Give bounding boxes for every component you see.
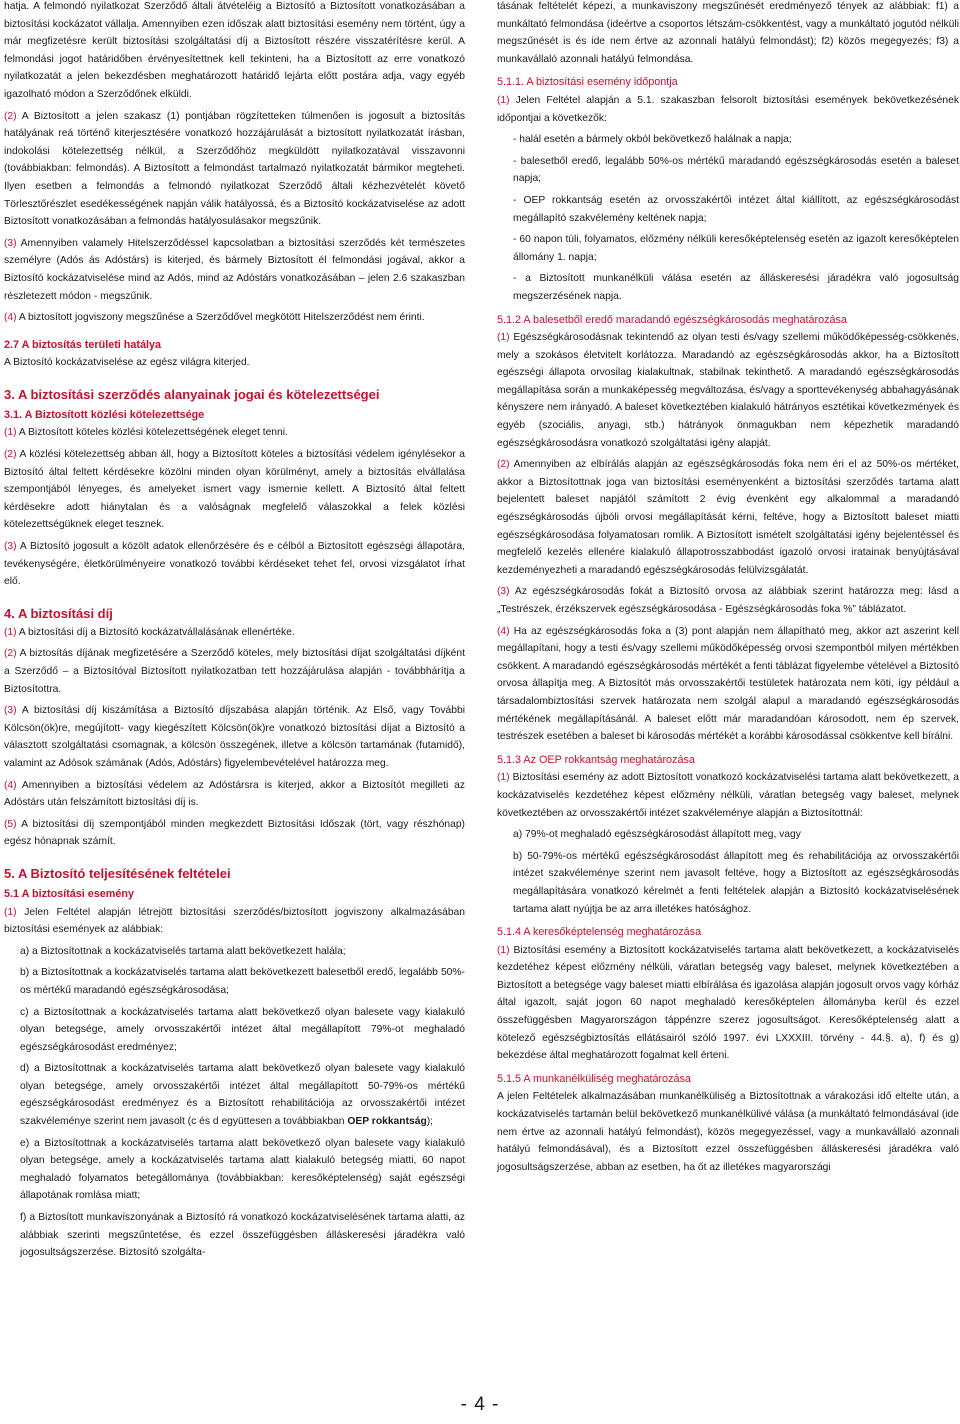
item-number: (2) <box>4 648 17 660</box>
paragraph <box>4 777 465 812</box>
section-heading-3-1: 3.1. A Biztosított közlési kötelezettsége <box>4 408 205 421</box>
paragraph-text: Amennyiben valamely Hitelszerződéssel kapcsolatban a biztosítási szerződés két természetes személyre (Adós ás Adóstárs) is kiterjed, és bármely Biztosított él felmondási jogával, akkor a Biztosító kockázatviselése mind az Adós, mind az Adóstárs vonatkozásában – jelen 2.6 szakaszban részletezett módon - megszűnik. <box>4 237 465 302</box>
paragraph <box>4 309 465 327</box>
paragraph <box>4 645 465 698</box>
paragraph: A Biztosító kockázatviselése az egész világra kiterjed. <box>4 357 250 369</box>
page-number: - 4 - <box>460 1394 500 1415</box>
item-number: (2) <box>4 449 17 461</box>
dash-item: - 60 napon túli, folyamatos, előzmény nélküli keresőképtelenség esetén az igazolt keresőképtelen állomány 1. napja; <box>513 234 959 263</box>
item-number: (4) <box>4 779 17 791</box>
paragraph <box>497 92 959 127</box>
section-heading-5: 5. A Biztosító teljesítésének feltételei <box>4 865 231 881</box>
paragraph-text: A Biztosított köteles közlési kötelezettségének eleget tenni. <box>16 427 288 439</box>
item-number: (3) <box>497 586 510 598</box>
item-number: (3) <box>4 237 17 249</box>
paragraph-text: Amennyiben a biztosítási védelem az Adóstársra is kiterjed, akkor a Biztosítót megilleti az Adóstárs után felszámított biztosítási díj is. <box>4 779 465 809</box>
oep-term: OEP rokkantság <box>347 1116 427 1128</box>
list-item-a: a) a Biztosítottnak a kockázatviselés tartama alatt bekövetkezett halála; <box>20 945 346 957</box>
paragraph <box>4 446 465 534</box>
paragraph <box>4 904 465 939</box>
item-number: (1) <box>497 332 510 344</box>
section-heading-4: 4. A biztosítási díj <box>4 605 113 621</box>
paragraph: A jelen Feltételek alkalmazásában munkanélküliség a Biztosítottnak a várakozási idő eltelte után, a kockázatviselés tartamán belül bekövetkező munkanélkülivé válása (a munkáltató felmondásával (ide nem értve az azonnali hatályú felmondást), közös megegyezéssel, vagy a munkavállaló azonnali hatályú felmondásával), és a Biztosított ezzel összefüggésben álláskeresési járadékra való jogosultságszerzése, abban az esetben, ha őt az illetékes magyarországi <box>497 1091 959 1173</box>
item-number: (3) <box>4 705 17 717</box>
paragraph-text: Biztosítási esemény az adott Biztosított vonatkozó kockázatviselési tartama alatt bekövetkezett, a kockázatviselés kezdetéhez képest előzmény nélküli, váratlan betegség vagy baleset, melynek következtében az orvosszakértői intézet szakvéleménye alapján a Biztosítottnál: <box>497 772 959 819</box>
paragraph: tásának feltételét képezi, a munkaviszony megszűnését eredményező tények az alábbiak: f1) a munkáltató felmondása (ideértve a csoportos létszám-csökkentést, vagy a munkáltató jogutód nélküli megszűnését is és ide nem értve az azonnali hatályú felmondást); f2) közös megegyezés; f3) a munkavállaló azonnali hatályú felmondása. <box>497 1 959 65</box>
dash-item: - a Biztosított munkanélküli válása esetén az álláskeresési járadékra való jogosultság megszerzésének napja. <box>513 273 959 302</box>
list-item-text: ); <box>426 1116 434 1128</box>
paragraph <box>4 235 465 305</box>
right-column <box>497 0 959 1176</box>
paragraph <box>497 623 959 746</box>
paragraph-text: Amennyiben az elbírálás alapján az egészségkárosodás foka nem éri el az 50%-os mértéket, akkor a Biztosítottnak joga van biztosítási eseményenként a biztosítási szerződés tartama alatt bejelentett baleset napjától számított 2 évig évenként egy alkalommal a maradandó egészségkárosodás újbóli orvosi megállapítását kérni, feltéve, hogy a Biztosított baleset miatti egészségkárosodása folyamatosan romlik. A Biztosított ismételt szolgáltatási igény bejelentéssel és megfelelő kezelés ellenére kialakuló állapotrosszabbodást igazoló orvosi iratainak benyújtásával kezdeményezheti a maradandó egészségkárosodás felülvizsgálatát. <box>497 459 959 576</box>
list-item-d <box>4 1060 465 1130</box>
left-column <box>4 0 465 1262</box>
item-number: (1) <box>4 906 17 918</box>
item-number: (1) <box>497 94 510 106</box>
paragraph-text: Az egészségkárosodás fokát a Biztosító orvosa az alábbiak szerint határozza meg: lásd a „Testrészek, érzékszervek egészségkárosodása - Egészségkárosodás foka %” táblázatot. <box>497 586 959 615</box>
paragraph-text: A biztosítási díj szempontjából minden megkezdett Biztosítási Időszak (tört, vagy részhónap) egész hónapnak számít. <box>4 818 465 848</box>
paragraph <box>497 456 959 579</box>
paragraph-text: Jelen Feltétel alapján a 5.1. szakaszban felsorolt biztosítási események bekövetkezésének időpontjai a következők: <box>497 94 959 124</box>
section-heading-2-7: 2.7 A biztosítás területi hatálya <box>4 338 162 351</box>
paragraph-text: A biztosítási díj kiszámítása a Biztosító díjszabása alapján történik. Az Első, vagy További Kölcsön(ök)re, megújított- vagy kiegészített Kölcsön(ök)re vonatkozó biztosítási díjat a Biztosító a választott szolgáltatási csomagnak, a kölcsön összegének, illetve a kölcsön tartamának (futamidő), valamint az Adósok számának (Adós, Adóstárs) figyelembevételével határozza meg. <box>4 705 465 769</box>
paragraph-text: Egészségkárosodásnak tekintendő az olyan testi és/vagy szellemi működőképesség-csökkenés, mely a szokásos életvitelt korlátozza. Maradandó az egészségkárosodás akkor, ha a Biztosított egészségi állapota orvosilag kialakultnak, stabilnak tekinthető. A maradandó egészségkárosodás megállapítása során a munkaképesség megváltozása, és/vagy a sporttevékenység abbahagyásának kényszere nem irányadó. A baleset következtében kialakuló hátrányos esztétikai következmények és egyéb (szociális, anyagi, stb.) hátrányok önmagukban nem képezhetik maradandó egészségkárosodásra vonatkozó szolgáltatási igény alapját. <box>497 332 959 449</box>
paragraph-text: A közlési kötelezettség abban áll, hogy a Biztosított köteles a biztosítási védelem igénylésekor a Biztosító által feltett kérdésekre közölni minden olyan körülményt, amely a biztosítás elvállalása szempontjából lényeges, és amelyeket ismert vagy ismernie kellett. A Biztosító által feltett kérdésekre adott hiánytalan és a valóságnak megfelelő válaszokkal a felek közlési kötelezettségüknek eleget tesznek. <box>4 449 465 531</box>
paragraph-text: Biztosítási esemény a Biztosított kockázatviselés tartama alatt bekövetkezett, a kockázatviselés kezdetéhez képest előzmény nélküli, váratlan betegség vagy baleset, melynek következtében a Biztosított a betegsége vagy baleset miatti elbírálása és igazolása alapján jogosult orvos vagy kórház által igazolt, saját jogon 60 napot meghaladó keresőképtelen állományba kerül és ezzel összefüggésben Magyarországon táppénzre szerez jogosultságot. Keresőképtelenség alatt a kötelező egészségbiztosítás ellátásairól szóló 1997. évi LXXXIII. törvény - 44.§. a), f) és g) bekezdése által meghatározott fogalmat kell érteni. <box>497 944 959 1062</box>
paragraph <box>497 942 959 1065</box>
list-item-a: a) 79%-ot meghaladó egészségkárosodást állapított meg, vagy <box>513 829 801 841</box>
dash-item: - balesetből eredő, legalább 50%-os mértékű maradandó egészségkárosodás esetén a baleset napja; <box>513 155 959 185</box>
paragraph <box>4 702 465 772</box>
list-item-c: c) a Biztosítottnak a kockázatviselés tartama alatt bekövetkező olyan balesete vagy kialakuló olyan betegsége, amely orvosszakértői intézet által megállapított 79%-ot meghaladó egészségkárosodást eredményez; <box>20 1006 465 1053</box>
paragraph <box>4 816 465 851</box>
paragraph-text: A biztosítás díjának megfizetésére a Szerződő köteles, mely biztosítási díjat szolgáltatási díjként a Szerződő – a Biztosítóval Biztosított nyilatkozatban tett hozzájárulása alapján - továbbhárítja a Biztosítottra. <box>4 648 465 695</box>
paragraph <box>4 108 465 231</box>
item-number: (1) <box>4 626 17 638</box>
paragraph <box>497 583 959 618</box>
paragraph <box>4 424 465 442</box>
list-item-b: b) a Biztosítottnak a kockázatviselés tartama alatt bekövetkezett balesetből eredő, legalább 50%-os mértékű maradandó egészségkárosodása; <box>20 967 465 996</box>
dash-item: - halál esetén a bármely okból bekövetkező halálnak a napja; <box>513 134 792 146</box>
paragraph-text: Jelen Feltétel alapján létrejött biztosítási szerződés/biztosított jogviszony alkalmazásában biztosítási események az alábbiak: <box>4 906 465 936</box>
list-item-b: b) 50-79%-os mértékű egészségkárosodást állapított meg és rehabilitációja az orvosszakértői intézet szakvéleménye szerint nem javasolt feltéve, hogy a Biztosított az egészségkárosodás megállapítására vonatkozó kérelmét a fenti feltételek alapján a Biztosító kockázatviselésének tartama alatt nyújtja be az arra illetékes hatósághoz. <box>513 850 959 915</box>
paragraph <box>4 538 465 591</box>
paragraph-text: A Biztosító jogosult a közölt adatok ellenőrzésére és e célból a Biztosított egészségi állapotára, tevékenységére, életkörülményeire vonatkozó további kérdéseket tehet fel, orvosi vizsgálatot írhat elő. <box>4 541 465 588</box>
paragraph <box>497 769 959 822</box>
paragraph-text: A Biztosított a jelen szakasz (1) pontjában rögzítetteken túlmenően is jogosult a biztosítás hatályának reá történő kiterjesztésére vonatkozó hozzájárulását a biztosított nyilatkozatát írásban, indokolási kötelezettség nélkül, a Szerződőhöz megküldött nyilatkozatával visszavonni (továbbiakban: felmondás). A Biztosított a felmondást tartalmazó nyilatkozatát bármikor megteheti. Ilyen esetben a felmondás a felmondó nyilatkozat Szerződő általi kézhezvételét követő Törlesztőrészlet esedékességének napján válik hatályossá, és a Biztosító kockázatviselése az adott Biztosított vonatkozásában a felmondás hatályosulásakor megszűnik. <box>4 110 465 228</box>
section-heading-5-1-4: 5.1.4 A keresőképtelenség meghatározása <box>497 926 702 939</box>
paragraph: hatja. A felmondó nyilatkozat Szerződő általi átvételéig a Biztosító a Biztosított vonatkozásában a biztosítási kockázatot vállalja. Amennyiben ezen időszak alatt biztosítási esemény nem történt, úgy a már megfizetésre került biztosítási szolgáltatási díj a Biztosított részére visszatérítésre kerül. A felmondási jogot határidőben érvényesítettnek kell tekinteni, ha a Biztosított az erre vonatkozó nyilatkozatát a jelen bekezdésben meghatározott határidő lejárta előtt postára adja, vagy egyéb igazolható módon a Szerződőnek elküldi. <box>4 1 465 100</box>
paragraph-text: A biztosított jogviszony megszűnése a Szerződővel megkötött Hitelszerződést nem érinti. <box>16 312 425 324</box>
item-number: (4) <box>4 312 17 324</box>
item-number: (3) <box>4 541 17 553</box>
section-heading-3: 3. A biztosítási szerződés alanyainak jogai és kötelezettségei <box>4 386 380 402</box>
paragraph-text: A biztosítási díj a Biztosító kockázatvállalásának ellenértéke. <box>16 626 295 638</box>
dash-item: - OEP rokkantság esetén az orvosszakértői intézet által kiállított, az egészségkárosodást megállapító szakvélemény keltének napja; <box>513 194 959 224</box>
item-number: (5) <box>4 818 17 830</box>
section-heading-5-1-5: 5.1.5 A munkanélküliség meghatározása <box>497 1072 691 1085</box>
paragraph <box>497 329 959 452</box>
section-heading-5-1-3: 5.1.3 Az OEP rokkantság meghatározása <box>497 753 695 766</box>
list-item-text: d) a Biztosítottnak a kockázatviselés tartama alatt bekövetkező olyan balesete vagy kialakuló olyan betegsége, amely orvosszakértői intézet által megállapított 50-79%-os mértékű egészségkárosodást eredményez és a Biztosított rehabilitációja az orvosszakértői intézet szakvéleménye szerint nem javasolt (c és d együttesen a továbbiakban <box>20 1063 465 1128</box>
paragraph-text: Ha az egészségkárosodás foka a (3) pont alapján nem állapítható meg, akkor azt aszerint kell megállapítani, hogy a testi és/vagy szellemi működőképesség orvosi szempontból milyen mértékben csökkent. A maradandó egészségkárosodás mértékét a fenti táblázat figyelembe vételével a Biztosító orvosa állapítja meg. A Biztosítót más orvosszakértői testületek határozata nem köti, így például a társadalombiztosítási szervek határozata nem szolgál alapul a maradandó egészségkárosodás mértékének megállapításánál. A baleset előtt már maradandóan károsodott, nem ép szervek, testrészek esetében a baleset bi károsodás mértékét a korábbi károsodással csökkentve kell bírálni. <box>497 625 959 743</box>
section-heading-5-1-1: 5.1.1. A biztosítási esemény időpontja <box>497 76 678 89</box>
section-heading-5-1-2: 5.1.2 A balesetből eredő maradandó egészségkárosodás meghatározása <box>497 313 847 326</box>
item-number: (2) <box>497 459 510 471</box>
list-item-e: e) a Biztosítottnak a kockázatviselés tartama alatt bekövetkező olyan balesete vagy kialakuló olyan betegsége, amely a kockázatviselés tartama alatt kialakuló betegség miatti, 60 napot meghaladó folyamatos betegállománya (továbbiakban: keresőképtelenség) saját egészségi állapotának romlása miatt; <box>20 1137 465 1202</box>
item-number: (1) <box>4 427 17 439</box>
item-number: (2) <box>4 110 17 122</box>
paragraph <box>4 624 465 642</box>
list-item-f: f) a Biztosított munkaviszonyának a Biztosító rá vonatkozó kockázatviselésének tartama alatti, az alábbiak szerinti megszűntetése, és ezzel összefüggésben álláskeresési járadékra való jogosultságszerzése. Biztosító szolgálta- <box>20 1212 465 1259</box>
item-number: (4) <box>497 625 510 637</box>
section-heading-5-1: 5.1 A biztosítási esemény <box>4 887 135 900</box>
item-number: (1) <box>497 944 510 956</box>
item-number: (1) <box>497 772 510 784</box>
